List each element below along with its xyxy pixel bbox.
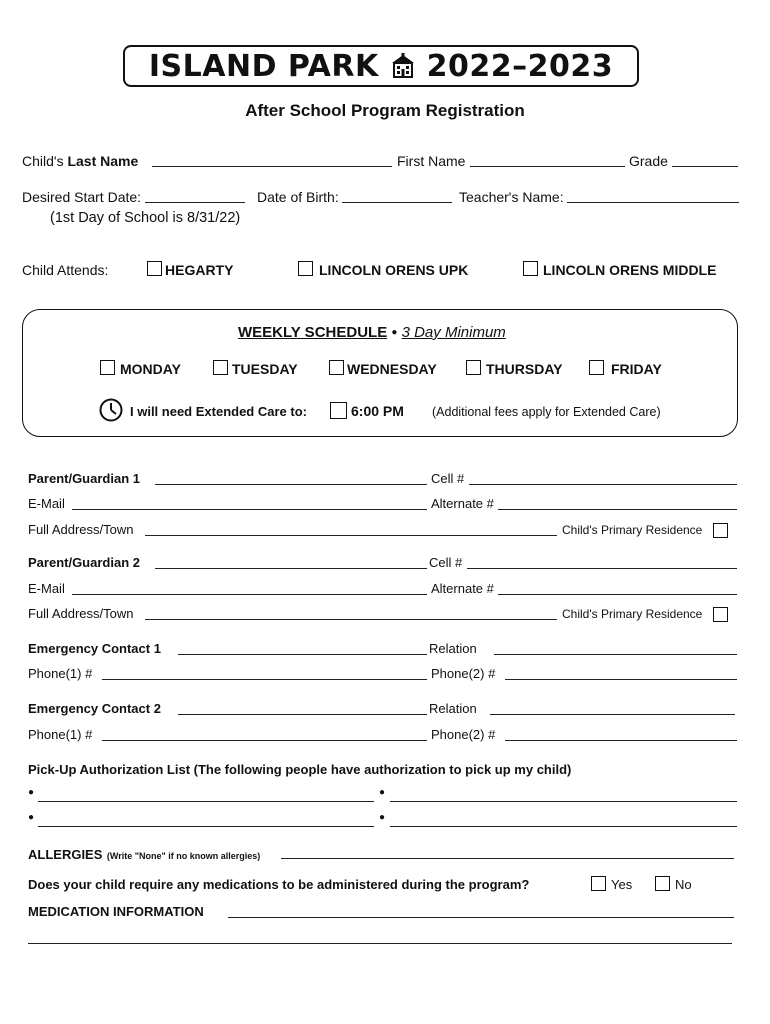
emergency1-relation-field[interactable] xyxy=(494,654,737,655)
hegarty-checkbox[interactable] xyxy=(147,261,162,276)
page-title xyxy=(125,49,637,84)
childs-label: Child's xyxy=(22,153,64,169)
extended-care-checkbox[interactable] xyxy=(330,402,347,419)
grade-label: Grade xyxy=(629,153,668,169)
guardian1-field[interactable] xyxy=(155,484,427,485)
guardian2-alt-field[interactable] xyxy=(498,594,737,595)
emergency1-relation-label: Relation xyxy=(429,641,477,656)
guardian1-cell-field[interactable] xyxy=(469,484,737,485)
guardian1-address-label: Full Address/Town xyxy=(28,522,134,537)
tuesday-checkbox[interactable] xyxy=(213,360,228,375)
pickup-person-4[interactable] xyxy=(390,826,737,827)
guardian2-address-field[interactable] xyxy=(145,619,557,620)
pickup-bullet-1: ● xyxy=(28,787,35,798)
allergies-label: ALLERGIES xyxy=(28,847,103,862)
guardian1-cell-label: Cell # xyxy=(431,471,465,486)
lincoln-middle-checkbox[interactable] xyxy=(523,261,538,276)
extended-care-label: I will need Extended Care to: xyxy=(130,404,307,419)
thursday-checkbox[interactable] xyxy=(466,360,481,375)
lincoln-upk-checkbox[interactable] xyxy=(298,261,313,276)
allergies-field[interactable] xyxy=(281,858,734,859)
tuesday-label: TUESDAY xyxy=(232,361,298,377)
monday-label: MONDAY xyxy=(120,361,181,377)
guardian1-address-field[interactable] xyxy=(145,535,557,536)
allergies-note: (Write "None" if no known allergies) xyxy=(106,851,261,861)
clock-icon xyxy=(99,398,123,422)
medication-yes-label: Yes xyxy=(611,877,633,892)
lincoln-middle-label: LINCOLN ORENS MIDDLE xyxy=(543,262,717,278)
medication-no-label: No xyxy=(675,877,692,892)
guardian2-address-label: Full Address/Town xyxy=(28,606,134,621)
dob-field[interactable] xyxy=(342,202,452,203)
extended-time: 6:00 PM xyxy=(351,403,404,419)
guardian2-residence-label: Child's Primary Residence xyxy=(562,607,703,621)
schedule-bullet: ● xyxy=(391,327,398,338)
emergency2-relation-label: Relation xyxy=(429,701,477,716)
pickup-person-1[interactable] xyxy=(38,801,374,802)
monday-checkbox[interactable] xyxy=(100,360,115,375)
guardian2-residence-checkbox[interactable] xyxy=(713,607,728,622)
medication-info-field[interactable] xyxy=(228,917,734,918)
pickup-bullet-2: ● xyxy=(379,787,386,798)
friday-label: FRIDAY xyxy=(611,361,662,377)
guardian1-alt-label: Alternate # xyxy=(431,496,494,511)
medication-info-field-2[interactable] xyxy=(28,943,732,944)
extended-note: (Additional fees apply for Extended Care) xyxy=(432,405,661,419)
lincoln-upk-label: LINCOLN ORENS UPK xyxy=(319,262,469,278)
title-left: ISLAND PARK xyxy=(148,49,379,84)
dob-label: Date of Birth: xyxy=(257,189,339,205)
first-day-note: (1st Day of School is 8/31/22) xyxy=(50,210,241,226)
medication-info-label: MEDICATION INFORMATION xyxy=(28,904,204,919)
hegarty-label: HEGARTY xyxy=(165,262,234,278)
medication-no-checkbox[interactable] xyxy=(655,876,670,891)
guardian2-cell-label: Cell # xyxy=(429,555,463,570)
emergency2-phone1-field[interactable] xyxy=(102,740,427,741)
pickup-person-3[interactable] xyxy=(38,826,374,827)
emergency1-phone1-field[interactable] xyxy=(102,679,427,680)
attends-label: Child Attends: xyxy=(22,262,109,278)
teacher-label: Teacher's Name: xyxy=(459,189,564,205)
start-date-label: Desired Start Date: xyxy=(22,189,142,205)
guardian1-residence-checkbox[interactable] xyxy=(713,523,728,538)
emergency1-phone1-label: Phone(1) # xyxy=(28,666,93,681)
emergency1-field[interactable] xyxy=(178,654,427,655)
guardian2-field[interactable] xyxy=(155,568,427,569)
emergency2-phone2-label: Phone(2) # xyxy=(431,727,496,742)
teacher-field[interactable] xyxy=(567,202,739,203)
emergency1-phone2-label: Phone(2) # xyxy=(431,666,496,681)
emergency2-relation-field[interactable] xyxy=(490,714,735,715)
guardian2-alt-label: Alternate # xyxy=(431,581,494,596)
pickup-bullet-3: ● xyxy=(28,812,35,823)
title-banner xyxy=(123,45,639,87)
schoolhouse-icon xyxy=(390,53,416,79)
pickup-label: Pick-Up Authorization List (The following people have authorization to pick up my child) xyxy=(28,762,572,777)
title-right: 2022–2023 xyxy=(426,49,614,84)
guardian1-residence-label: Child's Primary Residence xyxy=(562,523,703,537)
thursday-label: THURSDAY xyxy=(486,361,563,377)
guardian1-alt-field[interactable] xyxy=(498,509,737,510)
emergency1-phone2-field[interactable] xyxy=(505,679,737,680)
last-name-field[interactable] xyxy=(152,166,392,167)
guardian2-email-label: E-Mail xyxy=(28,581,65,596)
emergency2-phone2-field[interactable] xyxy=(505,740,737,741)
schedule-minimum: 3 Day Minimum xyxy=(401,324,506,341)
emergency1-label: Emergency Contact 1 xyxy=(28,641,161,656)
wednesday-checkbox[interactable] xyxy=(329,360,344,375)
emergency2-phone1-label: Phone(1) # xyxy=(28,727,93,742)
medication-yes-checkbox[interactable] xyxy=(591,876,606,891)
guardian1-email-label: E-Mail xyxy=(28,496,65,511)
guardian1-email-field[interactable] xyxy=(72,509,427,510)
guardian1-label: Parent/Guardian 1 xyxy=(28,471,140,486)
schedule-header xyxy=(238,324,506,341)
friday-checkbox[interactable] xyxy=(589,360,604,375)
first-name-label: First Name xyxy=(397,153,466,169)
subtitle: After School Program Registration xyxy=(245,101,525,120)
medication-question: Does your child require any medications to be administered during the program? xyxy=(28,877,530,892)
pickup-person-2[interactable] xyxy=(390,801,737,802)
emergency2-field[interactable] xyxy=(178,714,427,715)
guardian2-cell-field[interactable] xyxy=(467,568,737,569)
emergency2-label: Emergency Contact 2 xyxy=(28,701,161,716)
start-date-field[interactable] xyxy=(145,202,245,203)
schedule-title: WEEKLY SCHEDULE xyxy=(238,324,388,341)
grade-field[interactable] xyxy=(672,166,738,167)
last-name-label: Last Name xyxy=(67,153,139,169)
allergies-group xyxy=(28,846,260,864)
pickup-bullet-4: ● xyxy=(379,812,386,823)
childs-label-group xyxy=(22,153,138,169)
guardian2-email-field[interactable] xyxy=(72,594,427,595)
first-name-field[interactable] xyxy=(470,166,625,167)
wednesday-label: WEDNESDAY xyxy=(347,361,437,377)
guardian2-label: Parent/Guardian 2 xyxy=(28,555,140,570)
